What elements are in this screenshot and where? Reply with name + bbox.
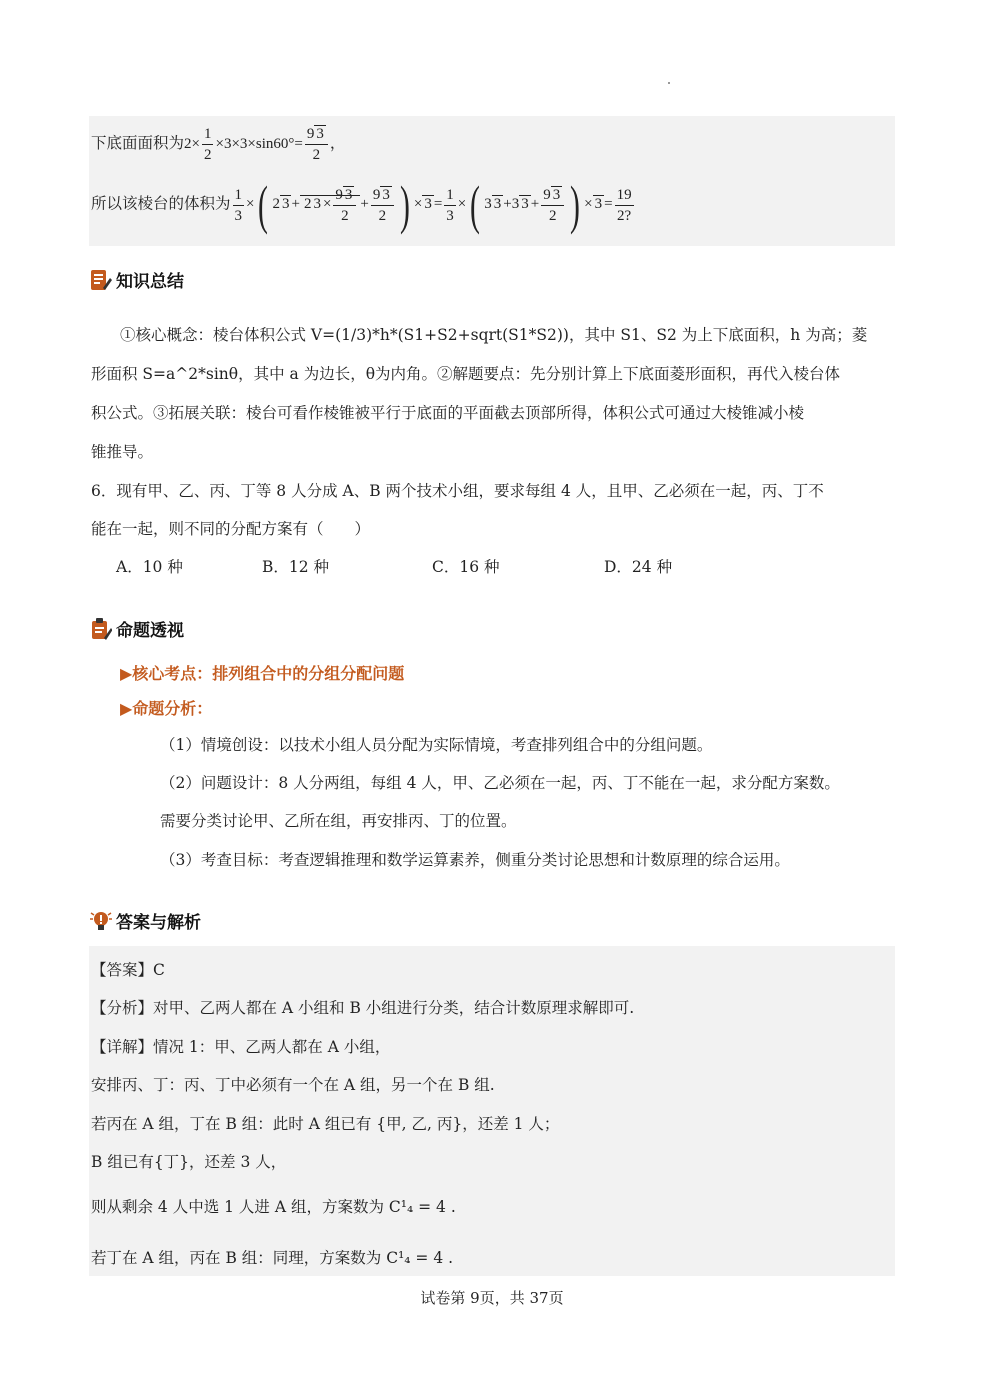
knowledge-line-1: ①核心概念：棱台体积公式 V=(1/3)*h*(S1+S2+sqrt(S1*S2))，其中 S1、S2 为上下底面积，h 为高；菱 — [120, 326, 868, 344]
knowledge-line-3: 积公式。③拓展关联：棱台可看作棱锥被平行于底面的平面截去顶部所得，体积公式可通过大棱锥减小棱 — [91, 404, 805, 422]
knowledge-header: 知识总结 — [90, 267, 184, 292]
analysis-item-1: （1）情境创设：以技术小组人员分配为实际情境，考查排列组合中的分组问题。 — [160, 736, 713, 754]
lightbulb-icon — [90, 909, 112, 933]
detail-line-4: B 组已有{丁}，还差 3 人， — [91, 1153, 287, 1171]
answer-header: 答案与解析 — [90, 908, 201, 933]
detail-line-6: 若丁在 A 组，丙在 B 组：同理，方案数为 C¹₄ = 4 . — [91, 1249, 454, 1267]
clipboard-pencil-icon — [90, 617, 112, 641]
choice-a: A．10 种 — [116, 558, 183, 576]
analysis-item-2: （2）问题设计：8 人分两组，每组 4 人，甲、乙必须在一起，丙、丁不能在一起，求分配方案数。 — [160, 774, 840, 792]
knowledge-line-4: 锥推导。 — [91, 443, 154, 461]
choice-d: D．24 种 — [604, 558, 673, 576]
detail-line-3: 若丙在 A 组，丁在 B 组：此时 A 组已有 {甲, 乙, 丙}，还差 1 人； — [91, 1115, 560, 1133]
analysis-label: ▶命题分析： — [120, 699, 213, 718]
bottom-area-line: 下底面面积为2× $\frac{1}{2}$ ×3×3×sin60°= $\frac{9 3}{2}$ ， — [91, 126, 346, 163]
question-line-1: 6．现有甲、乙、丙、丁等 8 人分成 A、B 两个技术小组，要求每组 4 人，且甲、乙必须在一起，丙、丁不 — [91, 482, 824, 500]
detail-line-5: 则从剩余 4 人中选 1 人进 A 组，方案数为 C¹₄ = 4 . — [91, 1198, 456, 1216]
detail-line-1: 【详解】情况 1：甲、乙两人都在 A 小组， — [91, 1038, 391, 1056]
volume-line: 所以该棱台的体积为 $\frac{1}{3}$ ×( 2 3 + 2 3 × $\frac{9 3}{2}$ + $\frac{9 3}{2}$ ) × 3 = $\frac{1}{3}$ ×( 3 3 +3 3 + $\frac{9 3}{2}$ ) × 3 = $\frac{19}{2?}$ — [91, 178, 636, 232]
volume-formula: $\frac{1}{3}$ ×( 2 3 + 2 3 × $\frac{9 3}{2}$ + $\frac{9 3}{2}$ ) × 3 = $\frac{1}{3}$ ×( 3 3 +3 3 + $\frac{9 3}{2}$ ) × 3 = $\frac{19}{2?}$ — [234, 175, 632, 235]
analysis-header: 命题透视 — [90, 616, 184, 641]
knowledge-line-2: 形面积 S=a^2*sinθ，其中 a 为边长，θ为内角。②解题要点：先分别计算上下底面菱形面积，再代入棱台体 — [91, 365, 841, 383]
choice-c: C．16 种 — [432, 558, 500, 576]
question-line-2: 能在一起，则不同的分配方案有（ ） — [91, 520, 371, 538]
analysis-item-2-cont: 需要分类讨论甲、乙所在组，再安排丙、丁的位置。 — [160, 812, 517, 830]
choice-b: B．12 种 — [262, 558, 330, 576]
notebook-pencil-icon — [90, 268, 112, 292]
page-footer: 试卷第 9页，共 37页 — [420, 1289, 564, 1307]
analysis-line: 【分析】对甲、乙两人都在 A 小组和 B 小组进行分类，结合计数原理求解即可. — [91, 999, 635, 1017]
answer-line: 【答案】C — [91, 961, 165, 979]
stray-dot — [668, 82, 670, 84]
analysis-item-3: （3）考查目标：考查逻辑推理和数学运算素养，侧重分类讨论思想和计数原理的综合运用。 — [160, 851, 790, 869]
core-point: ▶核心考点：排列组合中的分组分配问题 — [120, 664, 405, 683]
detail-line-2: 安排丙、丁：丙、丁中必须有一个在 A 组，另一个在 B 组. — [91, 1076, 495, 1094]
bottom-area-formula: 2× $\frac{1}{2}$ ×3×3×sin60°= $\frac{9 3}{2}$ — [184, 136, 330, 152]
